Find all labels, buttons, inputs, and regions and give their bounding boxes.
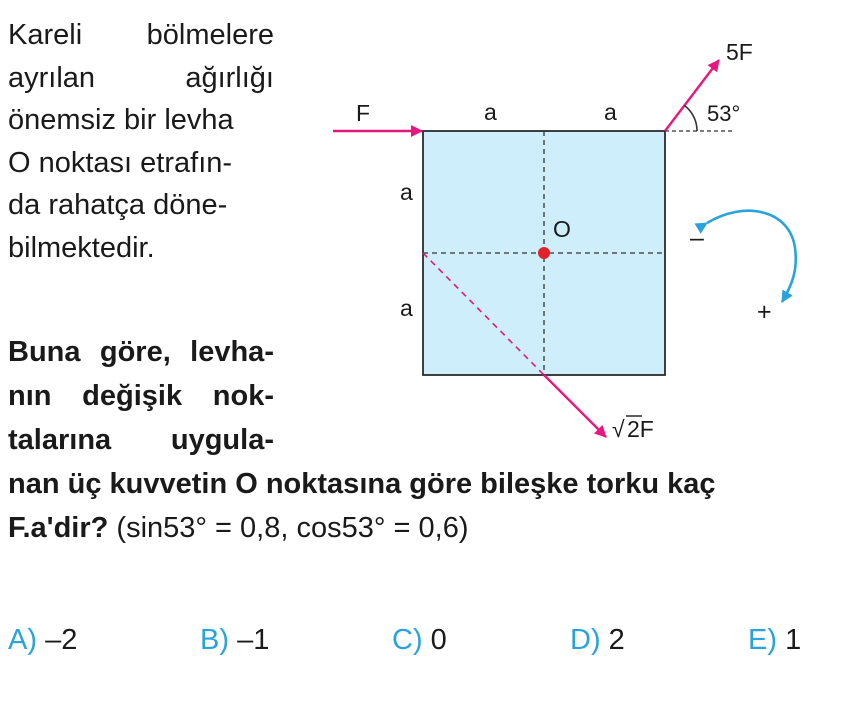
intro-word: Kareli [8,19,83,51]
intro-word: ağırlığı [185,61,274,94]
choice-e[interactable] [748,624,801,657]
question-word: uygula- [170,424,274,456]
choice-b[interactable] [200,624,269,657]
question-given-values: (sin53° = 0,8, cos53° = 0,6) [108,512,469,544]
question-word: göre, [99,336,171,368]
rotation-arrow [707,211,796,302]
sqrt-symbol: √ [612,416,625,442]
intro-line-3: önemsiz bir levha [8,104,234,136]
question-word: levha- [190,336,274,368]
intro-line-6: bilmektedir. [8,231,155,264]
choice-e-letter: E) [748,624,777,656]
question-word: nok- [212,380,274,412]
intro-word: bölmelere [146,19,274,51]
label-plus: + [757,298,772,326]
choice-c[interactable] [392,624,447,657]
label-2f: 2F [627,416,654,442]
label-a-top-left: a [484,99,497,125]
intro-line-4: O noktası etrafın- [8,146,233,179]
question-unit-bold: F.a'dir? [8,512,109,544]
label-5f: 5F [726,39,753,65]
question-word: değişik [82,380,183,412]
question-line-4: nan üç kuvvetin O noktasına göre bileşke torku kaç [8,468,716,500]
choice-c-letter: C) [392,624,423,656]
intro-line-5: da rahatça döne- [8,189,228,221]
choice-d-value: 2 [608,624,625,656]
label-a-left-upper: a [400,179,413,205]
label-minus: – [690,224,704,252]
question-text [8,330,838,550]
choice-c-value: 0 [430,624,447,656]
label-o: O [553,216,571,242]
choice-a-letter: A) [8,624,37,656]
question-line-3 [8,418,274,462]
question-line-2 [8,374,274,418]
choice-b-letter: B) [200,624,229,656]
label-angle: 53° [707,101,741,126]
question-word: nın [8,380,52,412]
intro-word: ayrılan [8,61,96,94]
angle-arc [685,106,698,132]
choice-d-letter: D) [570,624,601,656]
question-line-1 [8,330,274,374]
choice-e-value: 1 [785,624,802,656]
question-word: talarına [8,424,112,456]
pivot-point [538,247,550,259]
choice-d[interactable] [570,624,625,657]
label-f: F [356,100,371,126]
question-line-5 [8,506,838,550]
answer-choices [0,624,856,664]
label-a-left-lower: a [400,295,413,321]
choice-a[interactable] [8,624,77,657]
choice-a-value: –2 [45,624,78,656]
question-word: Buna [8,336,81,368]
choice-b-value: –1 [237,624,270,656]
label-a-top-right: a [604,99,617,125]
